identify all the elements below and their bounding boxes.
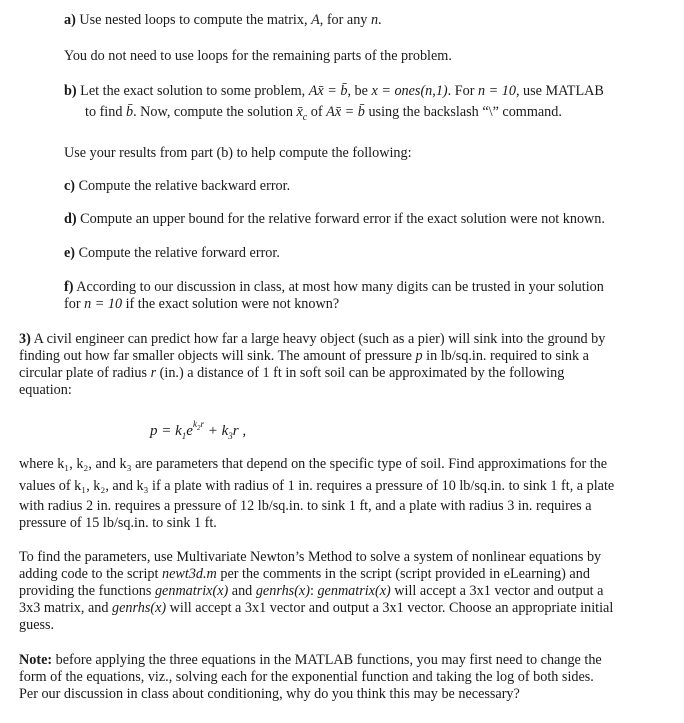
eq-xc-sub: c xyxy=(302,111,308,123)
part-b-text: of xyxy=(307,104,327,120)
note-text: before applying the three equations in the MATLAB functions, you may first need to change the xyxy=(52,652,602,668)
problem3-text: in lb/sq.in. required to sink a xyxy=(422,348,589,364)
problem3-label: 3) xyxy=(19,331,31,347)
where-line3: with radius 2 in. requires a pressure of 12 lb/sq.in. to sink 1 ft, and a plate with radius 3 in. requires a xyxy=(19,498,592,514)
eq-xc: x̄ xyxy=(296,104,303,120)
newton-line2 xyxy=(19,566,590,583)
newton-line3 xyxy=(19,583,603,600)
newton-text: adding code to the script xyxy=(19,566,163,582)
part-f-label: f) xyxy=(64,279,74,295)
where-line1: where k₁, k₂, and k₃ are parameters that depend on the specific type of soil. Find approximations for the xyxy=(19,456,608,472)
part-b-text: Let the exact solution to some problem, xyxy=(80,83,309,99)
part-a-text-end: . xyxy=(378,12,382,28)
eq-end: r , xyxy=(232,423,247,439)
part-c-text: Compute the relative backward error. xyxy=(78,178,291,194)
part-f-line2 xyxy=(64,296,339,313)
part-a-text-mid: , for any xyxy=(319,12,371,28)
eq-exp-sub: 2 xyxy=(196,423,201,432)
newton-line5: guess. xyxy=(19,617,55,633)
var-A: A xyxy=(311,12,320,28)
where-line4: pressure of 15 lb/sq.in. to sink 1 ft. xyxy=(19,515,217,531)
part-f-line1 xyxy=(64,279,604,296)
eq-lhs: p = k xyxy=(150,423,182,439)
no-loops-note: You do not need to use loops for the remaining parts of the problem. xyxy=(64,48,452,64)
use-results: Use your results from part (b) to help compute the following: xyxy=(64,145,412,161)
newton-line1: To find the parameters, use Multivariate Newton’s Method to solve a system of nonlinear equations by xyxy=(19,549,602,565)
newton-text: providing the functions xyxy=(19,583,155,599)
problem3-text: finding out how far smaller objects will sink. The amount of pressure xyxy=(19,348,416,364)
part-d-label: d) xyxy=(64,211,77,227)
newton-text: will accept a 3x1 vector and output a 3x1 vector. Choose an appropriate initial xyxy=(166,600,614,616)
newton-text: will accept a 3x1 vector and output a xyxy=(390,583,604,599)
note-line2: form of the equations, viz., solving each for the exponential function and taking the log of both sides. xyxy=(19,669,594,685)
problem3-text: (in.) a distance of 1 ft in soft soil can be approximated by the following xyxy=(156,365,565,381)
problem3-line3 xyxy=(19,365,564,382)
eq-exp-k: k xyxy=(192,419,197,429)
eq-n-10: n = 10 xyxy=(478,83,516,99)
part-b-text: . For xyxy=(447,83,478,99)
part-a xyxy=(64,12,382,29)
part-e-text: Compute the relative forward error. xyxy=(78,245,280,261)
part-e xyxy=(64,245,280,262)
equation xyxy=(150,418,246,445)
note-line3: Per our discussion in class about conditioning, why do you think this may be necessary? xyxy=(19,686,520,702)
eq-k1-sub: 1 xyxy=(181,431,187,441)
fn-genmatrix: genmatrix(x) xyxy=(154,583,229,599)
part-b-text: to find xyxy=(85,104,126,120)
part-d-text: Compute an upper bound for the relative forward error if the exact solution were not known. xyxy=(80,211,605,227)
part-b-text: , be xyxy=(347,83,372,99)
part-b-text: . Now, compute the solution xyxy=(133,104,297,120)
problem3-line2 xyxy=(19,348,589,365)
var-p: p xyxy=(415,348,423,364)
var-r: r xyxy=(150,365,157,381)
eq-Ax-b: Ax̄ = b̄ xyxy=(308,83,348,99)
script-name: newt3d.m xyxy=(162,566,217,582)
part-f-text: for xyxy=(64,296,85,312)
eq-b: b̄ xyxy=(125,104,134,120)
fn-genrhs: genrhs(x) xyxy=(255,583,310,599)
part-b-text: , use MATLAB xyxy=(515,83,604,99)
eq-k3-sub: 3 xyxy=(228,431,233,441)
part-c xyxy=(64,178,290,195)
eq-e: e xyxy=(186,423,193,439)
newton-line4 xyxy=(19,600,613,617)
var-n: n xyxy=(370,12,379,28)
where-line2: values of k₁, k₂, and k₃ if a plate with radius of 1 in. requires a pressure of 10 lb/sq.in. to sink 1 ft, a plate xyxy=(19,478,615,494)
newton-text: : xyxy=(309,583,318,599)
newton-text: and xyxy=(228,583,256,599)
eq-n-10-f: n = 10 xyxy=(84,296,123,312)
part-a-text: Use nested loops to compute the matrix, xyxy=(79,12,312,28)
eq-x-ones: x = ones(n,1) xyxy=(371,83,448,99)
part-e-label: e) xyxy=(64,245,76,261)
eq-rhs: + k xyxy=(203,423,229,439)
problem3-line1 xyxy=(19,331,605,348)
eq-Ax-b-2: Ax̄ = b̄ xyxy=(326,104,365,120)
eq-exp-r: r xyxy=(200,419,204,429)
part-f-text: if the exact solution were not known? xyxy=(122,296,340,312)
problem3-text: circular plate of radius xyxy=(19,365,151,381)
fn-genrhs-2: genrhs(x) xyxy=(112,600,167,616)
newton-text: 3x3 matrix, and xyxy=(19,600,112,616)
part-c-label: c) xyxy=(64,178,76,194)
part-b-line1 xyxy=(64,83,604,100)
problem3-line4: equation: xyxy=(19,382,72,398)
note-label: Note: xyxy=(19,652,53,668)
newton-text: per the comments in the script (script provided in eLearning) and xyxy=(216,566,590,582)
part-a-label: a) xyxy=(64,12,76,28)
part-f-text: According to our discussion in class, at most how many digits can be trusted in your solution xyxy=(76,279,604,295)
note-line1 xyxy=(19,652,602,669)
part-b-line2 xyxy=(85,104,562,126)
part-b-text: using the backslash “\” command. xyxy=(364,104,562,120)
part-b-label: b) xyxy=(64,83,77,99)
fn-genmatrix-2: genmatrix(x) xyxy=(317,583,391,599)
problem3-text: A civil engineer can predict how far a large heavy object (such as a pier) will sink into the ground by xyxy=(33,331,606,347)
part-d xyxy=(64,211,605,228)
